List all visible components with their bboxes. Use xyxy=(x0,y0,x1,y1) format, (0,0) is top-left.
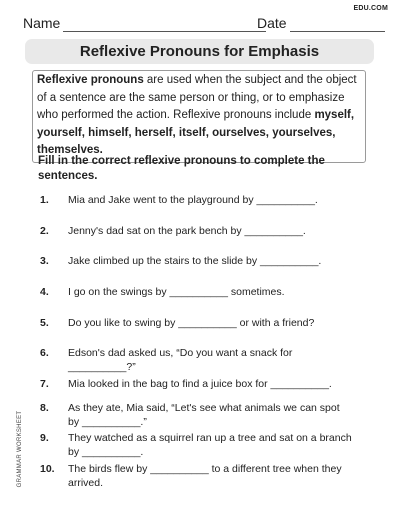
title-band xyxy=(25,39,374,64)
question-text: Mia and Jake went to the playground by __________. xyxy=(68,194,318,206)
question-number: 7. xyxy=(40,378,49,390)
definition-box xyxy=(32,70,366,163)
question-number: 8. xyxy=(40,402,49,414)
definition-term: Reflexive pronouns xyxy=(37,74,144,86)
worksheet-title: Reflexive Pronouns for Emphasis xyxy=(79,43,320,60)
question-number: 9. xyxy=(40,432,49,444)
question-number: 2. xyxy=(40,225,49,237)
question-text: Jake climbed up the stairs to the slide by __________. xyxy=(68,255,322,267)
question-text: Edson's dad asked us, “Do you want a snack for __________?” xyxy=(68,347,293,373)
brand-logo: EDU.COM xyxy=(353,5,388,12)
date-label: Date xyxy=(257,15,287,31)
question-text: I go on the swings by __________ sometimes. xyxy=(68,286,285,298)
question-text: They watched as a squirrel ran up a tree and sat on a branch by __________. xyxy=(68,432,352,458)
question-text: Mia looked in the bag to find a juice box for __________. xyxy=(68,378,332,390)
question-text: The birds flew by __________ to a different tree when they arrived. xyxy=(68,463,342,489)
question-text: Jenny's dad sat on the park bench by __________. xyxy=(68,225,306,237)
date-line xyxy=(290,31,385,32)
instructions: Fill in the correct reflexive pronouns to complete the sentences. xyxy=(38,155,325,182)
definition-examples: myself, yourself, himself, herself, itself, ourselves, yourselves, themselves. xyxy=(37,109,355,156)
sidebar-text: GRAMMAR WORKSHEET xyxy=(17,410,23,488)
question-number: 10. xyxy=(40,463,55,475)
name-date-row xyxy=(23,15,385,33)
question-number: 5. xyxy=(40,317,49,329)
question-text: As they ate, Mia said, “Let's see what animals we can spot by __________.” xyxy=(68,402,340,428)
name-label: Name xyxy=(23,15,61,31)
question-number: 4. xyxy=(40,286,49,298)
question-number: 3. xyxy=(40,255,49,267)
sidebar-label xyxy=(14,412,24,492)
name-line xyxy=(63,31,266,32)
question-number: 6. xyxy=(40,347,49,359)
definition-text: are used when the subject and the object of a sentence are the same person or thing, or to emphasize who performed the action. Reflexive pronouns include xyxy=(37,74,357,121)
question-text: Do you like to swing by __________ or with a friend? xyxy=(68,317,315,329)
question-number: 1. xyxy=(40,194,49,206)
